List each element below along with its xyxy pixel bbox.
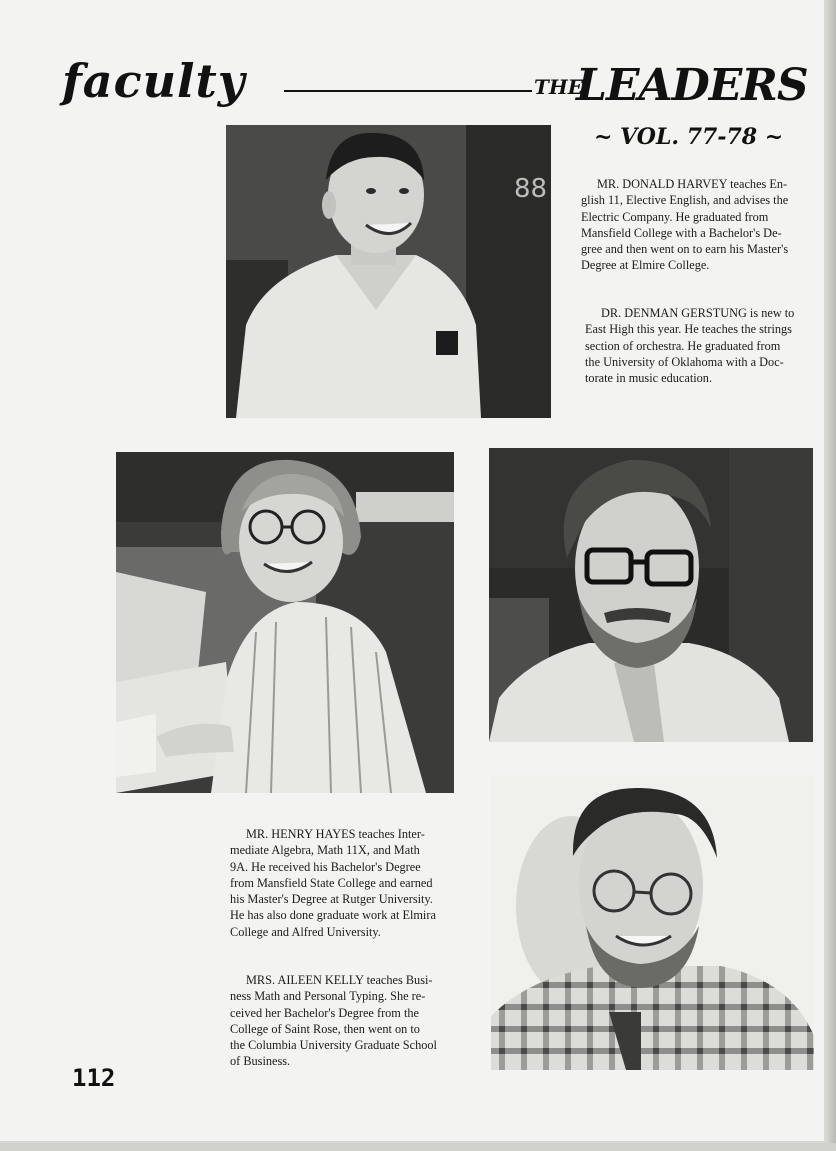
section-title: faculty: [62, 54, 246, 108]
photo-gerstung: [489, 448, 813, 742]
photo-harvey: [226, 125, 551, 418]
photo-teacher-woman: [116, 452, 454, 793]
board-scribble: 88: [514, 174, 548, 204]
bio-line: Electric Company. He graduated from: [581, 209, 769, 224]
bio-kelly: [230, 972, 470, 1070]
bio-line: his Master's Degree at Rutger University.: [230, 892, 433, 907]
bio-line: ceived her Bachelor's Degree from the: [230, 1005, 419, 1020]
bio-gerstung: [585, 305, 815, 386]
bio-line: College and Alfred University.: [230, 924, 381, 939]
page-number: 112: [72, 1064, 116, 1092]
bio-line: He has also done graduate work at Elmira: [230, 908, 436, 923]
yearbook-title: LEADERS: [576, 60, 808, 111]
bio-line: of Business.: [230, 1054, 291, 1069]
bio-line: section of orchestra. He graduated from: [585, 338, 781, 353]
bio-line: MR. DONALD HARVEY teaches En-: [597, 177, 788, 191]
header-rule: [284, 90, 532, 92]
photo-man-plaid: [491, 776, 814, 1070]
bio-line: East High this year. He teaches the strings: [585, 322, 792, 337]
bio-line: Mansfield College with a Bachelor's De-: [581, 225, 782, 240]
bio-line: MR. HENRY HAYES teaches Inter-: [246, 827, 425, 841]
bio-harvey: [581, 176, 811, 274]
volume-label: ~ VOL. 77-78 ~: [594, 124, 784, 150]
bio-line: MRS. AILEEN KELLY teaches Busi-: [246, 973, 433, 987]
header-the: THE: [534, 75, 584, 99]
bio-line: mediate Algebra, Math 11X, and Math: [230, 843, 420, 858]
bio-line: ness Math and Personal Typing. She re-: [230, 989, 426, 1004]
page-bottom-edge: [0, 1143, 836, 1151]
bio-line: glish 11, Elective English, and advises the: [581, 193, 789, 208]
bio-line: the Columbia University Graduate School: [230, 1038, 437, 1053]
bio-line: torate in music education.: [585, 371, 713, 386]
bio-line: from Mansfield State College and earned: [230, 875, 433, 890]
bio-line: 9A. He received his Bachelor's Degree: [230, 859, 421, 874]
bio-hayes: [230, 826, 470, 940]
bio-line: Degree at Elmire College.: [581, 258, 710, 273]
page-edge: [826, 0, 836, 1151]
bio-line: DR. DENMAN GERSTUNG is new to: [601, 306, 795, 320]
bio-line: gree and then went on to earn his Master's: [581, 242, 789, 257]
bio-line: the University of Oklahoma with a Doc-: [585, 354, 784, 369]
bio-line: College of Saint Rose, then went on to: [230, 1021, 420, 1036]
